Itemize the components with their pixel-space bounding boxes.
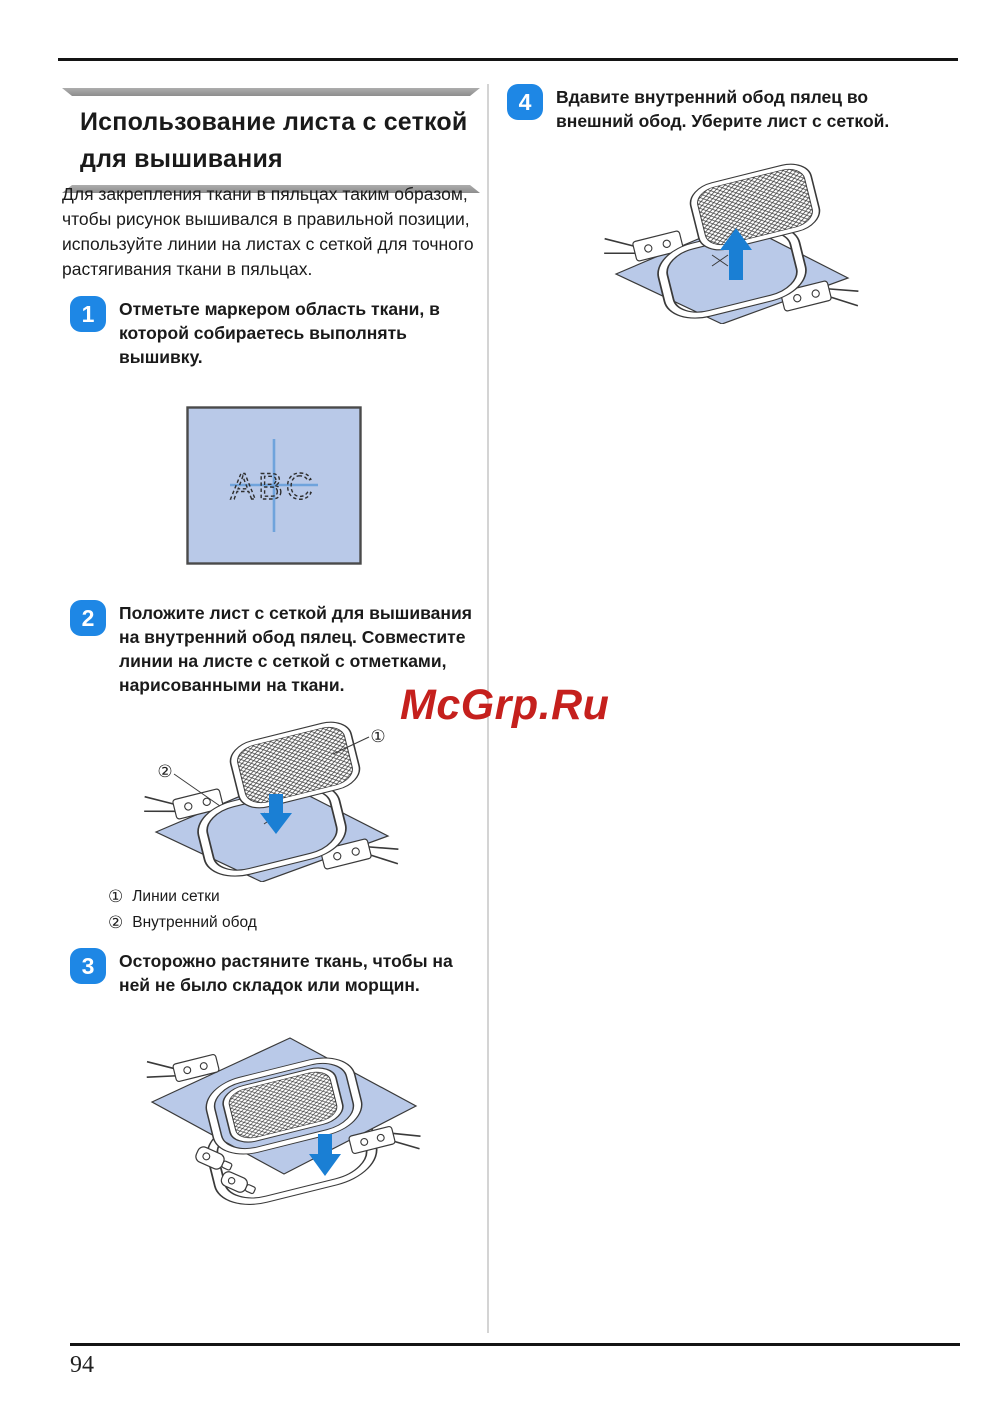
step-4: [507, 84, 937, 133]
figure-fabric-marking: [186, 406, 362, 565]
step-1-text: Отметьте маркером область ткани, в которой собираетесь выполнять вышивку.: [119, 299, 440, 367]
grid-sheet: [227, 718, 364, 813]
abc-marking-label: ABC: [230, 466, 316, 507]
step-1-badge: 1: [70, 296, 106, 332]
figure-remove-grid-sheet: [588, 158, 863, 324]
intro-paragraph: Для закрепления ткани в пяльцах таким образом, чтобы рисунок вышивался в правильной позиции, используйте линии на листах с сеткой для точного растягивания ткани в пяльцах.: [62, 184, 474, 279]
section-heading: [62, 88, 480, 193]
legend-marker-2: ②: [108, 913, 124, 932]
step-3-badge: 3: [70, 948, 106, 984]
callout-2-inner-hoop: ②: [157, 762, 173, 781]
step-4-badge: 4: [507, 84, 543, 120]
watermark: McGrp.Ru: [400, 681, 610, 729]
page-title-line2: для вышивания: [80, 145, 283, 173]
step-3-text: Осторожно растяните ткань, чтобы на ней не было складок или морщин.: [119, 951, 453, 995]
grid-sheet: [687, 159, 824, 255]
step-3: [70, 948, 490, 997]
grid-sheet-on-hoop-illustration: [128, 718, 403, 882]
legend-label-2: Внутренний обод: [132, 914, 257, 931]
legend-marker-1: ①: [108, 887, 124, 906]
step-2-text: Положите лист с сеткой для вышивания на внутренний обод пялец. Совместите линии на листе с сеткой с отметками, нарисованными на ткани.: [119, 603, 472, 695]
bottom-rule: [70, 1343, 960, 1346]
legend-item-inner-hoop: [108, 910, 257, 936]
step-4-text: Вдавите внутренний обод пялец во внешний обод. Уберите лист с сеткой.: [556, 87, 890, 131]
page-title: [62, 96, 480, 185]
figure-legend: [108, 884, 257, 936]
legend-item-grid-lines: [108, 884, 257, 910]
heading-top-bar: [62, 88, 480, 96]
top-rule: [58, 58, 958, 61]
callout-1-grid-lines: ①: [370, 727, 386, 746]
remove-grid-sheet-illustration: [588, 158, 863, 324]
stretch-fabric-illustration: [132, 1006, 424, 1208]
page-number: 94: [70, 1352, 94, 1378]
figure-stretch-fabric: [132, 1006, 424, 1208]
legend-label-1: Линии сетки: [132, 888, 220, 905]
figure-grid-sheet-on-hoop: [128, 718, 403, 882]
step-1: [70, 296, 470, 369]
fabric-marking-illustration: [186, 406, 362, 565]
page-title-line1: Использование листа с сеткой: [80, 108, 468, 136]
step-2-badge: 2: [70, 600, 106, 636]
